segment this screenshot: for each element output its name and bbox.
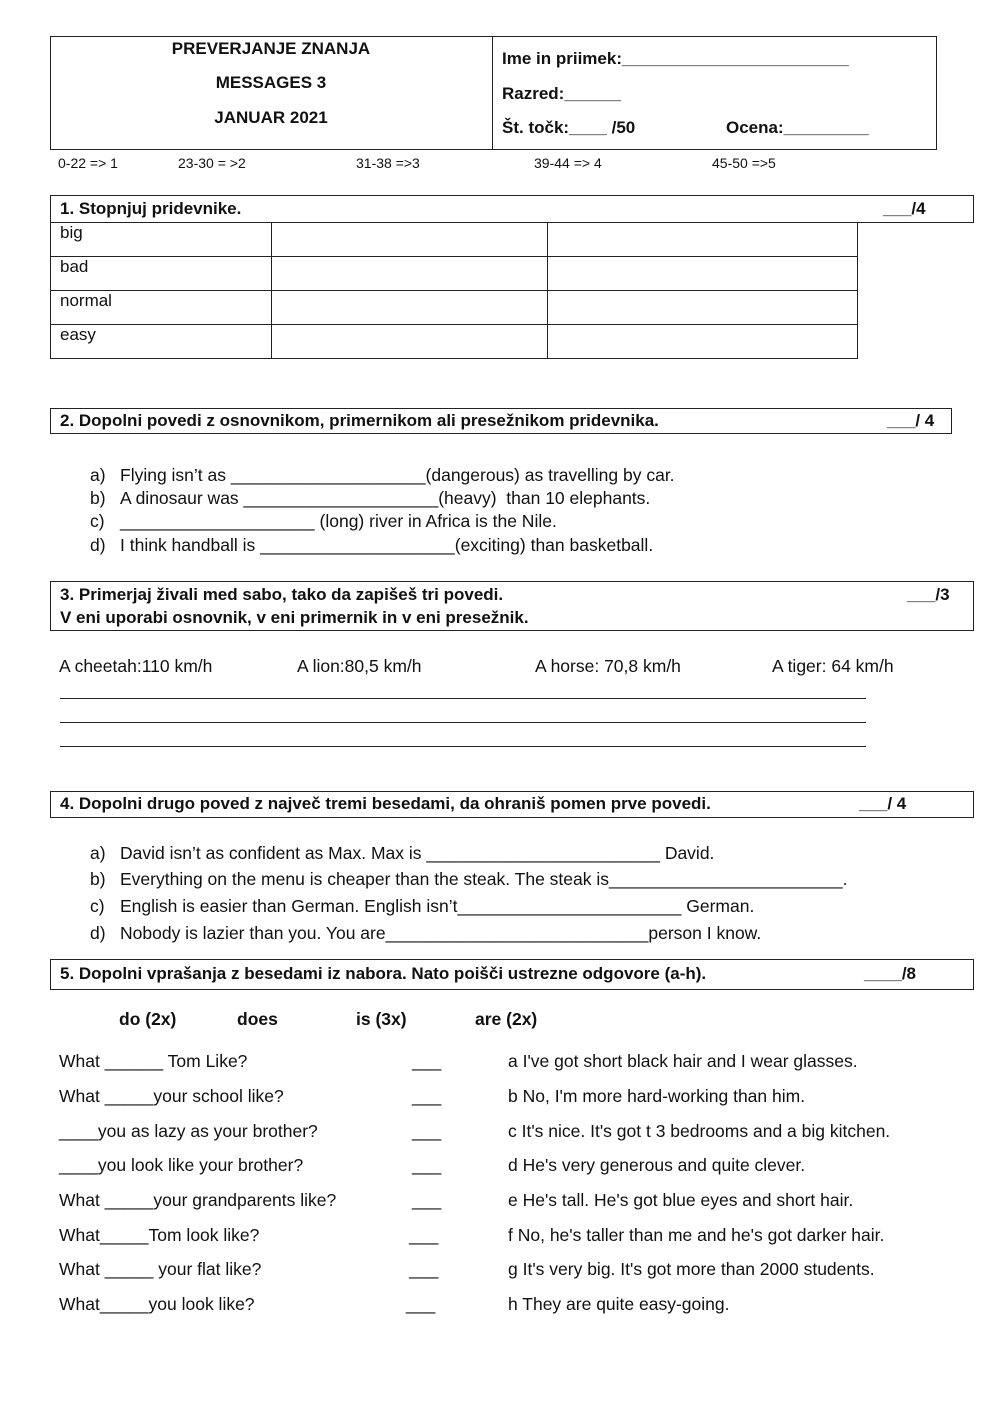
match-blank-1[interactable]: ___ [412,1051,442,1071]
adjective-cell: bad [51,257,272,291]
section1-header [50,195,974,223]
answer-a: a I've got short black hair and I wear glasses. [508,1051,858,1071]
adjective-cell: easy [51,325,272,359]
table-row [51,223,858,257]
superlative-cell[interactable] [548,257,858,291]
table-row [51,257,858,291]
section2-score: ___/ 4 [887,411,935,430]
answer-g: g It's very big. It's got more than 2000 students. [508,1259,875,1279]
section3-header [50,581,974,631]
grade-scale-4: 39-44 => 4 [534,155,602,171]
match-blank-8[interactable]: ___ [406,1294,436,1314]
answer-d: d He's very generous and quite clever. [508,1155,806,1175]
answer-b: b No, I'm more hard-working than him. [508,1086,806,1106]
match-blank-5[interactable]: ___ [412,1190,442,1210]
section5-header [50,959,974,990]
grade-scale-3: 31-38 =>3 [356,155,420,171]
comparative-cell[interactable] [272,223,548,257]
superlative-cell[interactable] [548,325,858,359]
test-subtitle: MESSAGES 3 [215,73,327,92]
item-text: David isn’t as confident as Max. Max is ________________________ David. [120,843,715,863]
item-text: ____________________ (long) river in Africa is the Nile. [120,511,557,531]
match-blank-7[interactable]: ___ [409,1259,439,1279]
adjective-cell: big [51,223,272,257]
question-1[interactable]: What ______ Tom Like? [59,1051,248,1071]
name-field[interactable]: Ime in priimek:________________________ [502,49,849,68]
adjective-table [50,222,858,359]
item-label: a) [90,843,106,863]
section4-score: ___/ 4 [859,794,907,813]
section4-item-b[interactable] [90,869,847,890]
section4-item-c[interactable] [90,896,754,917]
word-bank-are: are (2x) [475,1009,538,1029]
item-text: Flying isn’t as ____________________(dangerous) as travelling by car. [120,465,675,485]
item-label: d) [90,923,106,943]
superlative-cell[interactable] [548,291,858,325]
match-blank-2[interactable]: ___ [412,1086,442,1106]
item-text: Everything on the menu is cheaper than the steak. The steak is________________________. [120,869,848,889]
item-text: Nobody is lazier than you. You are___________________________person I know. [120,923,762,943]
table-row [51,325,858,359]
section1-title: 1. Stopnjuj pridevnike. [60,199,242,218]
question-4[interactable]: ____you look like your brother? [59,1155,304,1175]
question-8[interactable]: What_____you look like? [59,1294,255,1314]
section4-title: 4. Dopolni drugo poved z največ tremi besedami, da ohraniš pomen prve povedi. [60,794,711,813]
comparative-cell[interactable] [272,291,548,325]
item-text: I think handball is ____________________(exciting) than basketball. [120,535,654,555]
points-field[interactable]: Št. točk:____ /50 [502,118,636,137]
section5-title: 5. Dopolni vprašanja z besedami iz nabora. Nato poišči ustrezne odgovore (a-h). [60,964,707,983]
section1-score: ___/4 [883,199,926,218]
animal-horse: A horse: 70,8 km/h [535,656,681,676]
section2-item-a[interactable] [90,465,675,486]
answer-line[interactable] [60,698,866,699]
superlative-cell[interactable] [548,223,858,257]
table-row [51,291,858,325]
item-text: English is easier than German. English isn’t_______________________ German. [120,896,755,916]
section2-item-d[interactable] [90,535,653,556]
section4-item-a[interactable] [90,843,714,864]
animal-lion: A lion:80,5 km/h [297,656,422,676]
question-5[interactable]: What _____your grandparents like? [59,1190,337,1210]
answer-line[interactable] [60,746,866,747]
match-blank-6[interactable]: ___ [409,1225,439,1245]
word-bank-do: do (2x) [119,1009,177,1029]
answer-h: h They are quite easy-going. [508,1294,730,1314]
answer-f: f No, he's taller than me and he's got darker hair. [508,1225,885,1245]
section3-title-line2: V eni uporabi osnovnik, v eni primernik in v eni presežnik. [60,608,529,627]
word-bank-is: is (3x) [356,1009,407,1029]
section2-title: 2. Dopolni povedi z osnovnikom, primernikom ali presežnikom pridevnika. [60,411,659,430]
question-6[interactable]: What_____Tom look like? [59,1225,260,1245]
class-field[interactable]: Razred:______ [502,84,622,103]
answer-line[interactable] [60,722,866,723]
section2-item-c[interactable] [90,511,557,532]
answer-c: c It's nice. It's got t 3 bedrooms and a big kitchen. [508,1121,891,1141]
answer-e: e He's tall. He's got blue eyes and short hair. [508,1190,854,1210]
section3-title-line1: 3. Primerjaj živali med sabo, tako da zapišeš tri povedi. [60,585,504,604]
item-text: A dinosaur was ____________________(heavy) than 10 elephants. [120,488,651,508]
question-2[interactable]: What _____your school like? [59,1086,284,1106]
question-7[interactable]: What _____ your flat like? [59,1259,262,1279]
grade-scale-5: 45-50 =>5 [712,155,776,171]
grade-field[interactable]: Ocena:_________ [726,118,869,137]
test-date: JANUAR 2021 [214,108,328,127]
question-3[interactable]: ____you as lazy as your brother? [59,1121,318,1141]
header-divider [492,36,493,150]
item-label: b) [90,488,106,508]
comparative-cell[interactable] [272,257,548,291]
word-bank-does: does [237,1009,278,1029]
item-label: b) [90,869,106,889]
item-label: d) [90,535,106,555]
grade-scale-1: 0-22 => 1 [58,155,118,171]
test-title: PREVERJANJE ZNANJA [171,39,371,58]
animal-tiger: A tiger: 64 km/h [772,656,894,676]
section2-header [50,408,952,434]
section4-item-d[interactable] [90,923,761,944]
animal-cheetah: A cheetah:110 km/h [59,656,213,676]
section5-score: ____/8 [864,964,916,983]
section2-item-b[interactable] [90,488,650,509]
match-blank-4[interactable]: ___ [412,1155,442,1175]
grade-scale-2: 23-30 = >2 [178,155,246,171]
item-label: c) [90,896,105,916]
match-blank-3[interactable]: ___ [412,1121,442,1141]
adjective-cell: normal [51,291,272,325]
section4-header [50,791,974,818]
section3-score: ___/3 [907,585,950,604]
item-label: c) [90,511,105,531]
item-label: a) [90,465,106,485]
comparative-cell[interactable] [272,325,548,359]
